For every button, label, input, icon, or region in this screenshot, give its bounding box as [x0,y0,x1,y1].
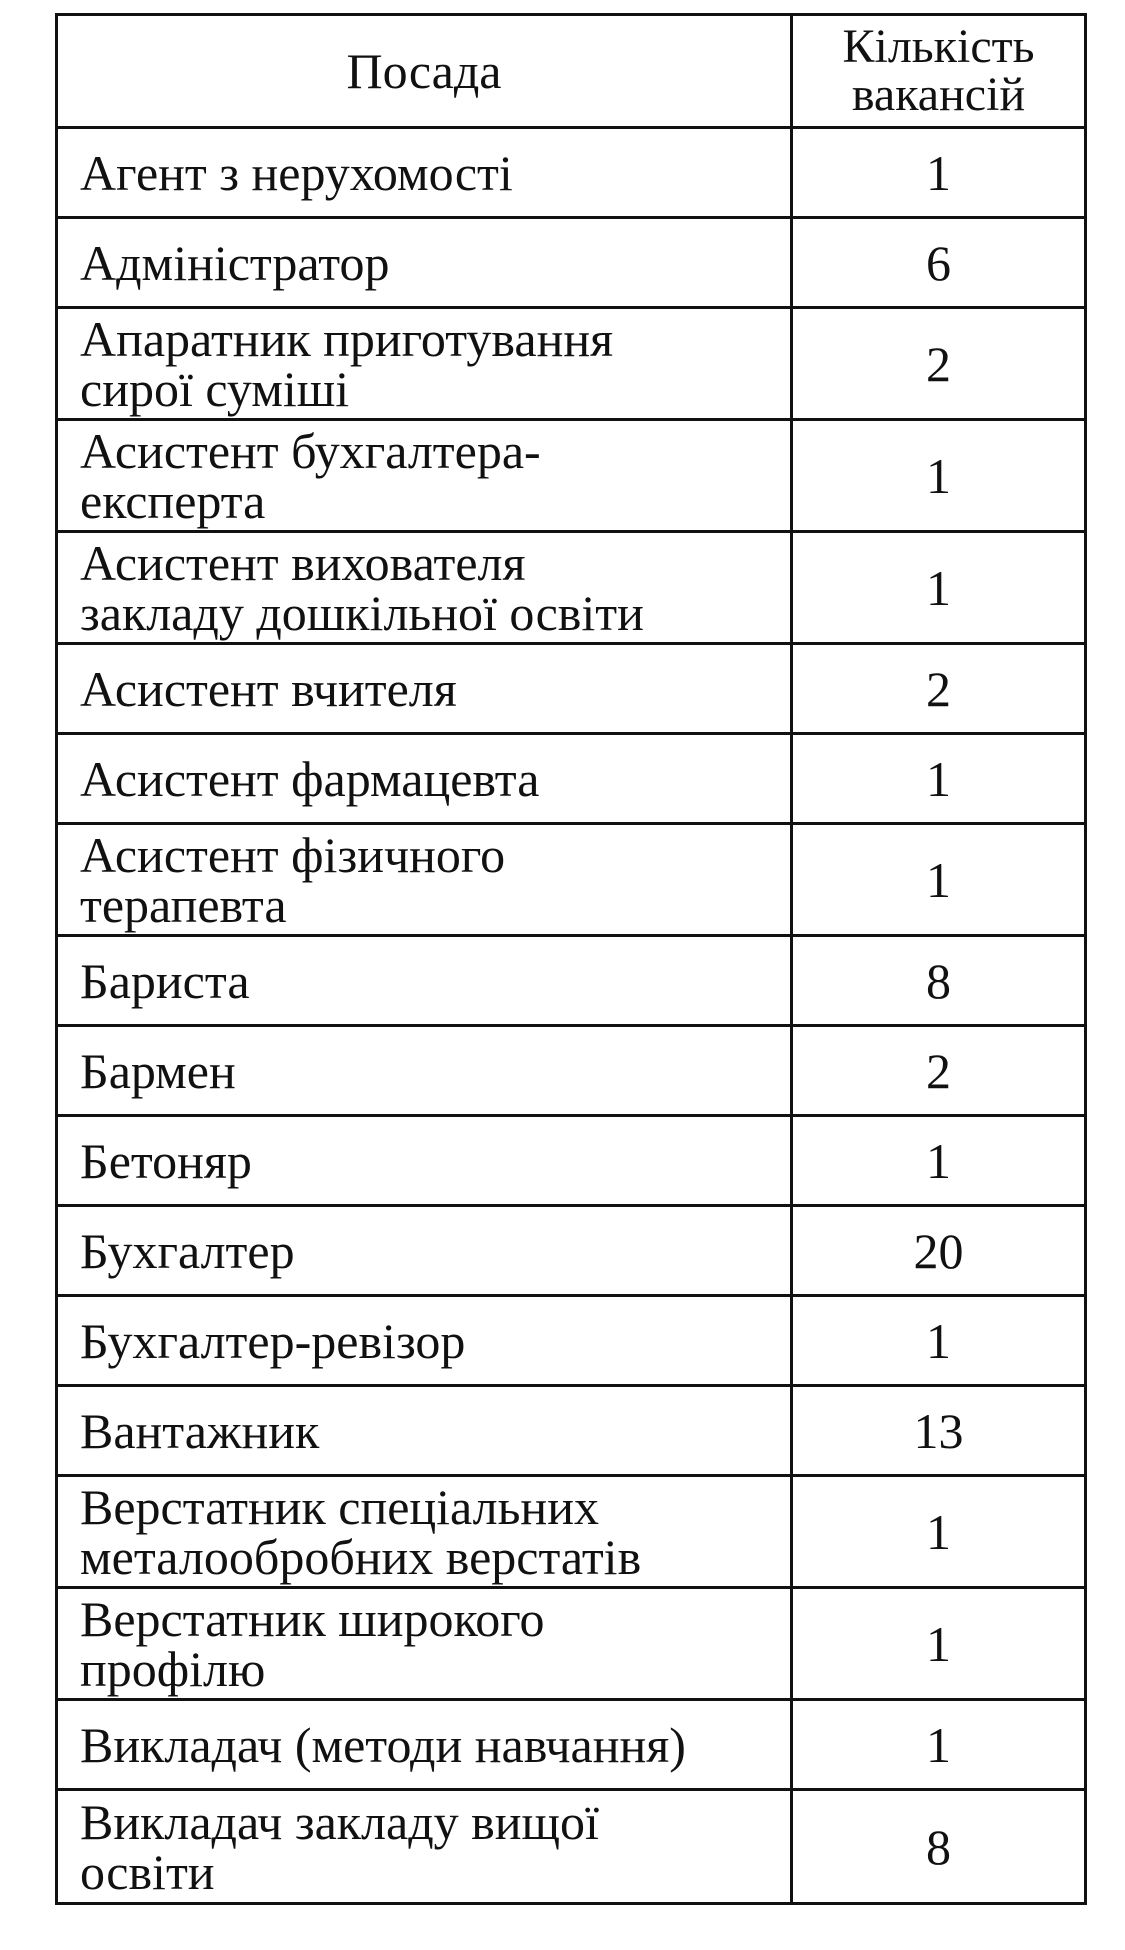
table-row [57,1790,1086,1904]
position-line: профілю [80,1640,266,1697]
count-cell: 13 [792,1386,1086,1476]
position-line: Верстатник спеціальних [80,1478,599,1535]
count-cell: 2 [792,308,1086,420]
position-line: Асистент бухгалтера- [80,422,541,479]
position-line: Вантажник [80,1402,320,1459]
position-cell [57,644,792,734]
position-line: експерта [80,472,266,529]
count-cell: 6 [792,218,1086,308]
position-line: Асистент вчителя [80,660,457,717]
position-cell [57,824,792,936]
header-count-line2: вакансій [851,68,1026,121]
header-count [792,15,1086,128]
count-cell: 1 [792,824,1086,936]
position-line: Апаратник приготування [80,310,614,367]
table-row [57,532,1086,644]
table-row [57,1206,1086,1296]
count-cell: 2 [792,644,1086,734]
table-row [57,1588,1086,1700]
position-line: Бухгалтер [80,1222,295,1279]
position-cell [57,420,792,532]
count-cell: 8 [792,1790,1086,1904]
table-row [57,218,1086,308]
position-line: металообробних верстатів [80,1528,642,1585]
count-cell: 1 [792,1700,1086,1790]
count-cell: 1 [792,1116,1086,1206]
position-line: Бухгалтер-ревізор [80,1312,466,1369]
count-cell: 20 [792,1206,1086,1296]
table-row [57,644,1086,734]
position-line: Верстатник широкого [80,1590,545,1647]
position-cell [57,1116,792,1206]
count-cell: 1 [792,128,1086,218]
position-cell [57,218,792,308]
position-cell [57,308,792,420]
table-header-row [57,15,1086,128]
count-cell: 1 [792,1588,1086,1700]
position-cell [57,936,792,1026]
table-row [57,734,1086,824]
count-cell: 1 [792,420,1086,532]
table-row [57,1386,1086,1476]
vacancy-table [55,13,1087,1905]
position-cell [57,1206,792,1296]
position-line: освіти [80,1843,215,1900]
table-row [57,1700,1086,1790]
position-cell [57,1026,792,1116]
position-cell [57,1790,792,1904]
position-line: Бетоняр [80,1132,252,1189]
count-cell: 2 [792,1026,1086,1116]
table-row [57,1296,1086,1386]
count-cell: 1 [792,734,1086,824]
table-row [57,420,1086,532]
position-cell [57,1386,792,1476]
position-line: Асистент фармацевта [80,750,540,807]
count-cell: 1 [792,1476,1086,1588]
position-cell [57,734,792,824]
position-line: сирої суміші [80,360,350,417]
table-row [57,308,1086,420]
position-line: Адміністратор [80,234,390,291]
position-cell [57,532,792,644]
count-cell: 1 [792,532,1086,644]
position-cell [57,1588,792,1700]
header-position: Посада [57,15,792,128]
position-line: Асистент фізичного [80,826,506,883]
position-cell [57,128,792,218]
header-count-line1: Кількість [842,20,1035,73]
position-line: Асистент вихователя [80,534,526,591]
position-line: терапевта [80,876,287,933]
table-row [57,1476,1086,1588]
table-row [57,824,1086,936]
table-row [57,936,1086,1026]
position-cell [57,1476,792,1588]
table-row [57,1026,1086,1116]
position-line: Агент з нерухомості [80,144,513,201]
position-line: Викладач закладу вищої [80,1793,599,1850]
position-cell [57,1700,792,1790]
position-line: закладу дошкільної освіти [80,584,644,641]
position-line: Бармен [80,1042,236,1099]
table-row [57,128,1086,218]
count-cell: 1 [792,1296,1086,1386]
table-row [57,1116,1086,1206]
position-line: Викладач (методи навчання) [80,1716,686,1773]
position-cell [57,1296,792,1386]
count-cell: 8 [792,936,1086,1026]
position-line: Бариста [80,952,250,1009]
